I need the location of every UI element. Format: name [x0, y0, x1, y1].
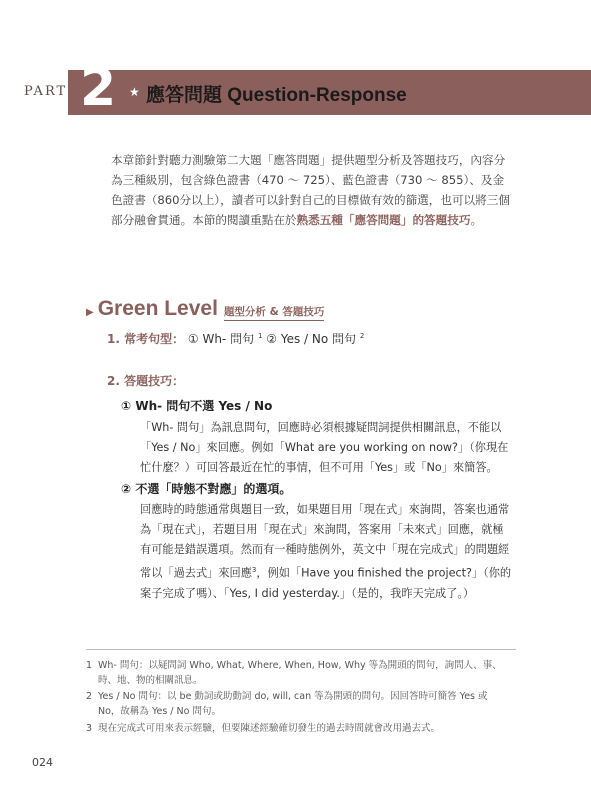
- green-level-title: Green Level: [97, 297, 218, 320]
- footnote-divider: [86, 649, 516, 650]
- page-number: 024: [32, 756, 53, 769]
- circled-two: ②: [266, 332, 278, 346]
- footnote-3: [86, 721, 516, 736]
- footnote-2-text: Yes / No 問句：以 be 動詞或助動詞 do, will, can 等為開頭的問句。因回答時可簡答 Yes 或 No，故稱為 Yes / No 問句。: [98, 691, 488, 717]
- intro-text-end: 。: [470, 213, 483, 227]
- part-number: 2: [80, 58, 117, 118]
- footnote-1-num: 1: [86, 660, 93, 671]
- wh-question: Wh- 問句: [202, 332, 255, 346]
- intro-emphasis: 熟悉五種「應答問題」的答題技巧: [296, 213, 471, 227]
- common-patterns-line: [107, 330, 364, 347]
- footnote-ref-3: 3: [251, 566, 257, 574]
- tip2-body-a: 回應時的時態通常與題目一致，如果題目用「現在式」來詢問，答案也通常為「現在式」，若題目用「現在式」來詢問，答案用「未來式」回應，就極有可能是錯誤選項。然而有一種時態例外，英文中「現在完成式」的問題經常以「過去式」來回應: [140, 503, 510, 580]
- answer-tips-label: 2. 答題技巧：: [107, 374, 185, 388]
- yes-no-question: Yes / No 問句: [280, 332, 357, 346]
- tip2-body: [140, 500, 512, 604]
- circled-one: ①: [187, 332, 199, 346]
- footnote-2: [86, 689, 516, 719]
- intro-text: 本章節針對聽力測驗第二大題「應答問題」提供題型分析及答題技巧，內容分為三種級別，包含綠色證書（470 ～ 725）、藍色證書（730 ～ 855）、及金色證書（860分以上），讀者可以針對自己的目標做有效的篩選，也可以將三個部分融會貫通。本節的閱讀重點在於: [111, 153, 510, 227]
- intro-paragraph: [111, 150, 511, 230]
- common-patterns-label: 1. 常考句型：: [107, 332, 185, 346]
- triangle-icon: ▶: [86, 307, 94, 318]
- tip1-body: 「Wh- 問句」為訊息問句，回應時必須根據疑問詞提供相關訊息，不能以「Yes / No」來回應。例如「What are you working on now?」（你現在忙什麼？）可回答最近在忙的事情，但不可用「Yes」或「No」來簡答。: [140, 421, 509, 474]
- footnote-1-text: Wh- 問句：以疑問詞 Who, What, Where, When, How, Why 等為開頭的問句，詢問人、事、時、地、物的相關訊息。: [98, 660, 502, 686]
- footnote-ref-2: 2: [359, 332, 365, 340]
- footnote-3-num: 3: [86, 723, 93, 734]
- footnote-ref-1: 1: [257, 332, 263, 340]
- section-title: 應答問題 Question-Response: [146, 85, 407, 106]
- part-label: PART: [24, 84, 68, 99]
- green-level-subtitle: 題型分析 & 答題技巧: [224, 304, 324, 321]
- tip2-body-b: ，例如「Have you finished the project?」（你的案子完成了嗎）、「Yes, I did yesterday.」（是的，我昨天完成了。）: [140, 566, 512, 600]
- footnote-2-num: 2: [86, 691, 93, 702]
- star-icon: ★: [129, 85, 140, 99]
- tip2-heading: ② 不選「時態不對應」的選項。: [121, 482, 292, 496]
- tip1-heading: ① Wh- 問句不選 Yes / No: [121, 399, 273, 413]
- green-level-heading: [86, 297, 324, 321]
- footnote-3-text: 現在完成式可用來表示經驗，但要陳述經驗確切發生的過去時間就會改用過去式。: [98, 723, 441, 734]
- footnote-1: [86, 658, 516, 688]
